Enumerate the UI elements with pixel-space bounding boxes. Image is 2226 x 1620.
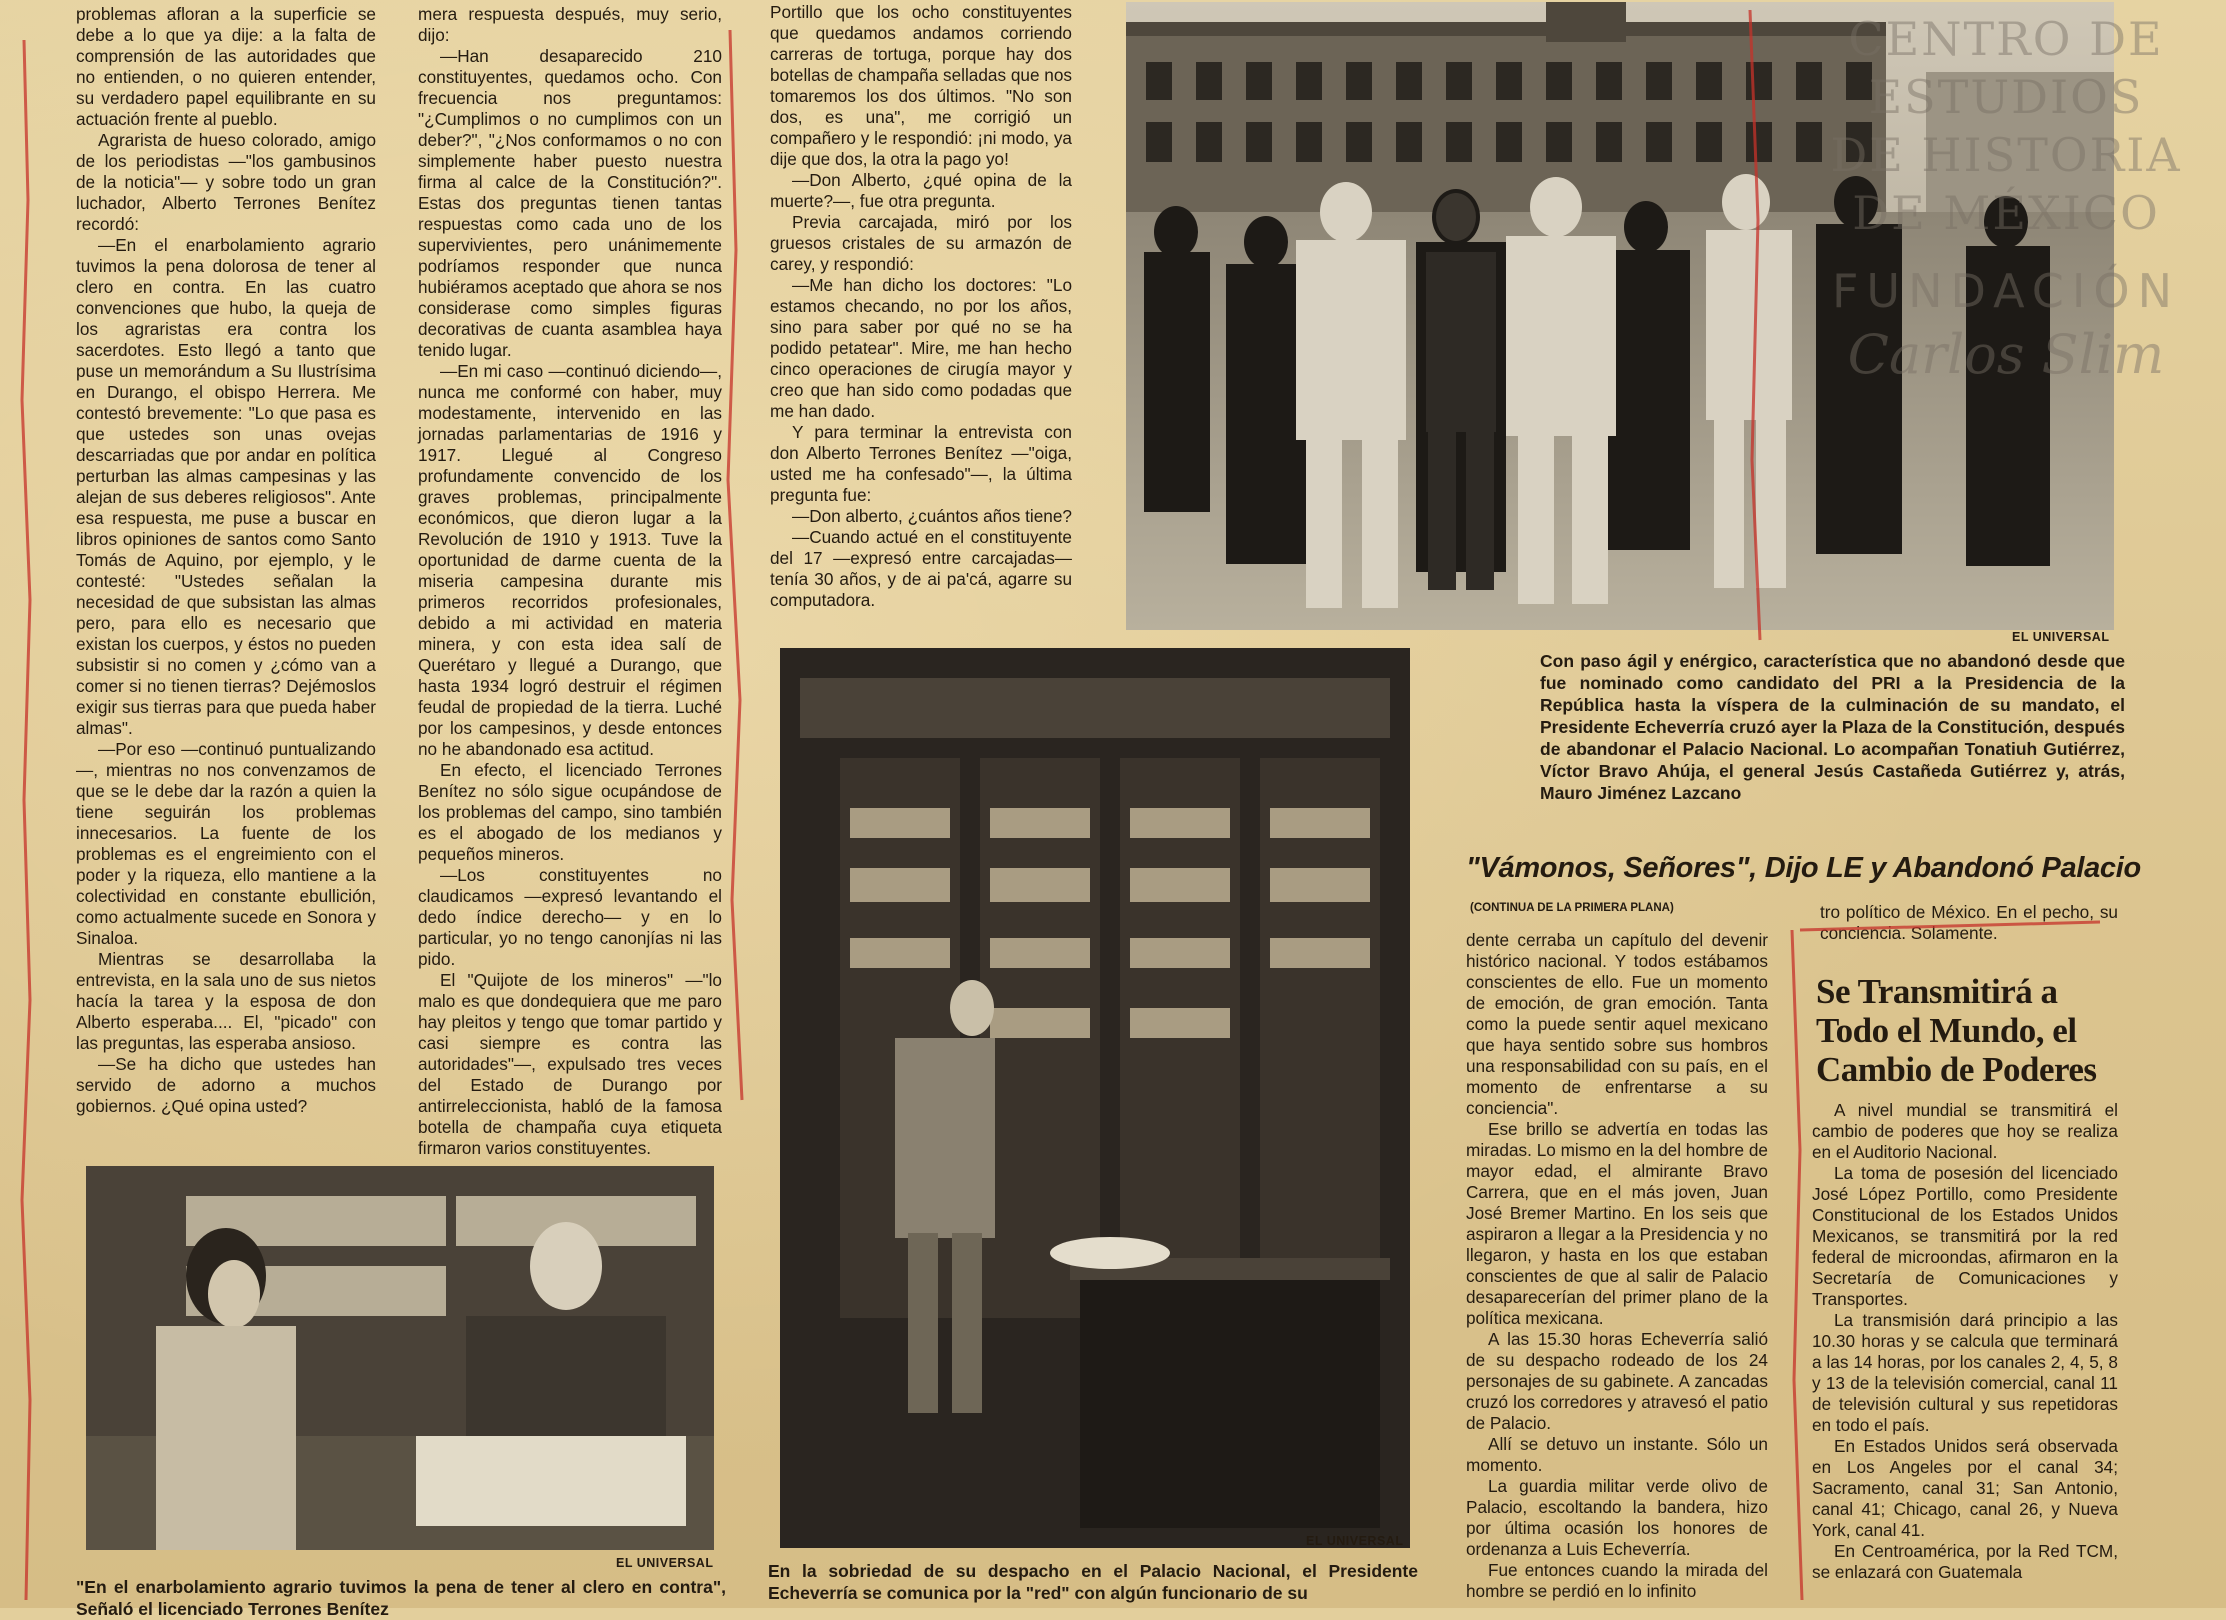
photo-procession-caption: Con paso ágil y enérgico, característica que no abandonó desde que fue nominado como candidato del PRI a la Presidencia de la República hasta la víspera de la culminación de su mandato, el Presidente Echeverría cruzó ayer la Plaza de la Constitución, después de abandonar el Palacio Nacional. Lo acompañan Tonatiuh Gutiérrez, Víctor Bravo Ahúja, el general Jesús Castañeda Gutiérrez y, atrás, Mauro Jiménez Lazcano xyxy=(1540,651,2125,803)
photo-interview-credit: EL UNIVERSAL xyxy=(616,1556,714,1570)
col1-paragraph: Mientras se desarrollaba la entrevista, en la sala uno de sus nietos hacía la tarea y la esposa de don Alberto esperaba.... El, "picado" con las preguntas, las esperaba ansioso. xyxy=(76,949,376,1053)
col3-paragraph: —Don alberto, ¿cuántos años tiene? xyxy=(792,506,1072,526)
col1-paragraph: —Se ha dicho que ustedes han servido de adorno a muchos gobiernos. ¿Qué opina usted? xyxy=(76,1054,376,1116)
column-2 xyxy=(418,4,722,1158)
col3-paragraph: Y para terminar la entrevista con don Alberto Terrones Benítez —"oiga, usted me ha confesado"—, la última pregunta fue: xyxy=(770,422,1072,505)
col3-paragraph: Portillo que los ocho constituyentes que quedamos andamos corriendo carreras de tortuga, porque hay dos botellas de champaña selladas que nos tomaremos los dos últimos. "No son dos, es una", me corrigió un compañero y le respondió: ¡ni modo, ya dije que dos, la otra la pago yo! xyxy=(770,2,1072,169)
watermark xyxy=(1816,10,2196,390)
continued-note: (CONTINUA DE LA PRIMERA PLANA) xyxy=(1470,902,1674,914)
vamonos-paragraph: dente cerraba un capítulo del devenir histórico nacional. Y todos estábamos conscientes de ello. Fue un momento de emoción, de gran emoción. Tanta como la puede sentir aquel mexicano que haya sentido sobre sus hombros una responsabilidad con su país, en el momento de enfrentarse a su conciencia". xyxy=(1466,930,1768,1118)
transmitira-paragraph: La transmisión dará principio a las 10.30 horas y se calcula que terminará a las 14 horas, por los canales 2, 4, 5, 8 y 13 de la televisión comercial, canal 11 de televisión cultural y sus repetidoras en todo el país. xyxy=(1812,1310,2118,1435)
headline-vamonos: "Vámonos, Señores", Dijo LE y Abandonó Palacio xyxy=(1466,852,2141,884)
vamonos-paragraph: La guardia militar verde olivo de Palacio, escoltando la bandera, hizo por última ocasión los honores de ordenanza a Luis Echeverría. xyxy=(1466,1476,1768,1559)
interview-illustration xyxy=(86,1166,714,1550)
watermark-fundacion: FUNDACIÓN xyxy=(1831,264,2181,318)
col2-paragraph: En efecto, el licenciado Terrones Benítez no sólo sigue ocupándose de los problemas del campo, sino también es el abogado de los medianos y pequeños mineros. xyxy=(418,760,722,864)
vamonos-paragraph: Fue entonces cuando la mirada del hombre se perdió en lo infinito xyxy=(1466,1560,1768,1601)
vamonos-paragraph: Ese brillo se advertía en todas las miradas. Lo mismo en la del hombre de mayor edad, el almirante Bravo Carrera, que en el más joven, Juan José Bremer Martino. En los seis que aspiraron a llegar a la Presidencia y no llegaron, y hasta en los que estaban conscientes de que al salir de Palacio desaparecerían del primer plano de la política mexicana. xyxy=(1466,1119,1768,1328)
col1-paragraph: Agrarista de hueso colorado, amigo de los periodistas —"los gambusinos de la noticia"— y sobre todo un gran luchador, Alberto Terrones Benítez recordó: xyxy=(76,130,376,234)
col1-paragraph: —En el enarbolamiento agrario tuvimos la pena dolorosa de tener al clero en contra. En las cuatro convenciones que hubo, la queja de los agraristas era contra los sacerdotes. Esto llegó a tanto que puse un memorándum a Su Ilustrísima en Durango, el obispo Herrera. Me contestó brevemente: "Lo que pasa es que ustedes son unas ovejas descarriadas que por andar en política perturban las almas campesinas y las alejan de sus deberes religiosos". Ante esa respuesta, me puse a buscar en libros opiniones de santos como Santo Tomás de Aquino, por ejemplo, y le contesté: "Ustedes señalan la necesidad de que subsistan las almas pero, para ello es necesario que existan los cuerpos, y éstos no pueden subsistir si no comen y ¿cómo van a comer si no tienen tierras? Dejémoslos exigir sus tierras para que pueda haber almas". xyxy=(76,235,376,738)
col3-paragraph: —Me han dicho los doctores: "Lo estamos checando, no por los años, sino para saber por qué no se ha podido petatear". Mire, me han hecho cinco operaciones de cirugía mayor y creo que han sido como podadas que me han dado. xyxy=(770,275,1072,421)
transmitira-column xyxy=(1812,1100,2118,1608)
vamonos-paragraph: A las 15.30 horas Echeverría salió de su despacho rodeado de los 24 personajes de su gabinete. A zancadas cruzó los corredores y atravesó el patio de Palacio. xyxy=(1466,1329,1768,1433)
col3-paragraph: —Cuando actué en el constituyente del 17 —expresó entre carcajadas— tenía 30 años, y de ai pa'cá, agarre su computadora. xyxy=(770,527,1072,610)
photo-interview xyxy=(86,1166,714,1550)
vamonos-fragment-text: tro político de México. En el pecho, su conciencia. Solamente. xyxy=(1820,902,2118,943)
vamonos-fragment xyxy=(1820,902,2118,950)
col2-paragraph: —Han desaparecido 210 constituyentes, quedamos ocho. Con frecuencia nos preguntamos: "¿Cumplimos o no cumplimos con un deber?", "¿Nos conformamos o no con simplemente haber puesto nuestra firma al calce de la Constitución?". Estas dos preguntas tienen tantas respuestas como cada uno de los supervivientes, pero unánimemente podríamos responder que nunca hubiéramos aceptado que ahora se nos considerase como simples figuras decorativas de cuanta asamblea haya tenido lugar. xyxy=(418,46,722,360)
column-1 xyxy=(76,4,376,1144)
col2-paragraph: El "Quijote de los mineros" —"lo malo es que dondequiera que me paro hay pleitos y tengo que tomar partido y casi siempre es contra las autoridades"—, expulsado tres veces del Estado de Durango por antirreleccionista, habló de la famosa botella de champaña cuya etiqueta firmaron varios constituyentes. xyxy=(418,970,722,1158)
vamonos-column xyxy=(1466,930,1768,1608)
col2-paragraph: —Los constituyentes no claudicamos —expresó levantando el dedo índice derecho— y en lo particular, yo no tengo canonjías ni las pido. xyxy=(418,865,722,969)
photo-procession-credit: EL UNIVERSAL xyxy=(2012,630,2110,644)
transmitira-paragraph: En Centroamérica, por la Red TCM, se enlazará con Guatemala xyxy=(1812,1541,2118,1582)
watermark-line: ESTUDIOS xyxy=(1868,70,2144,124)
vamonos-paragraph: Allí se detuvo un instante. Sólo un momento. xyxy=(1466,1434,1768,1475)
watermark-line: CENTRO DE xyxy=(1848,12,2164,66)
photo-office xyxy=(780,648,1410,1548)
col1-paragraph: —Por eso —continuó puntualizando—, mientras no nos convenzamos de que se le debe dar la razón a quien la tiene seguirán los problemas innecesarios. La fuente de los problemas es el engreimiento con el poder y la riqueza, ello mantiene a la colectividad en constante ebullición, como actualmente sucede en Sonora y Sinaloa. xyxy=(76,739,376,948)
transmitira-paragraph: La toma de posesión del licenciado José López Portillo, como Presidente Constitucional de los Estados Unidos Mexicanos, se transmitirá por la red federal de microondas, afirmaron en la Secretaría de Comunicaciones y Transportes. xyxy=(1812,1163,2118,1309)
col3-paragraph: Previa carcajada, miró por los gruesos cristales de su armazón de carey, y respondió: xyxy=(770,212,1072,274)
photo-office-credit: EL UNIVERSAL xyxy=(1306,1534,1404,1548)
transmitira-paragraph: En Estados Unidos será observada en Los Angeles por el canal 34; Sacramento, canal 31; San Antonio, canal 41; Chicago, canal 26, y Nueva York, canal 41. xyxy=(1812,1436,2118,1540)
col1-paragraph: problemas afloran a la superficie se debe a lo que ya dije: a la falta de comprensión de las autoridades que no entienden, o no quieren entender, su verdadero papel equilibrante en su actuación frente al pueblo. xyxy=(76,4,376,129)
photo-interview-caption: "En el enarbolamiento agrario tuvimos la pena de tener al clero en contra", Señaló el licenciado Terrones Benítez xyxy=(76,1577,726,1619)
office-illustration xyxy=(780,648,1410,1548)
transmitira-paragraph: A nivel mundial se transmitirá el cambio de poderes que hoy se realiza en el Auditorio Nacional. xyxy=(1812,1100,2118,1162)
col3-paragraph: —Don Alberto, ¿qué opina de la muerte?—, fue otra pregunta. xyxy=(770,170,1072,211)
photo-office-caption: En la sobriedad de su despacho en el Palacio Nacional, el Presidente Echeverría se comunica por la "red" con algún funcionario de su xyxy=(768,1561,1418,1603)
watermark-line: DE MÉXICO xyxy=(1852,186,2160,240)
column-3 xyxy=(770,2,1072,627)
col2-paragraph: mera respuesta después, muy serio, dijo: xyxy=(418,4,722,45)
watermark-signature: Carlos Slim xyxy=(1847,323,2165,386)
headline-transmitira: Se Transmitirá a Todo el Mundo, el Cambio de Poderes xyxy=(1816,972,2097,1089)
watermark-line: DE HISTORIA xyxy=(1830,128,2182,182)
col2-paragraph: —En mi caso —continuó diciendo—, nunca me conformé con haber, muy modestamente, intervenido en las jornadas parlamentarias de 1916 y 1917. Llegué al Congreso profundamente convencido de los graves problemas, principalmente económicos, que dieron lugar a la Revolución de 1910 y 1913. Tuve la oportunidad de darme cuenta de la miseria campesina durante mis primeros recorridos profesionales, debido a mi actividad en materia minera, y con esta idea salí de Querétaro y llegué a Durango, que hasta 1934 logró destruir el régimen feudal de propiedad de la tierra. Luché por los campesinos, y desde entonces no he abandonado esa actitud. xyxy=(418,361,722,759)
